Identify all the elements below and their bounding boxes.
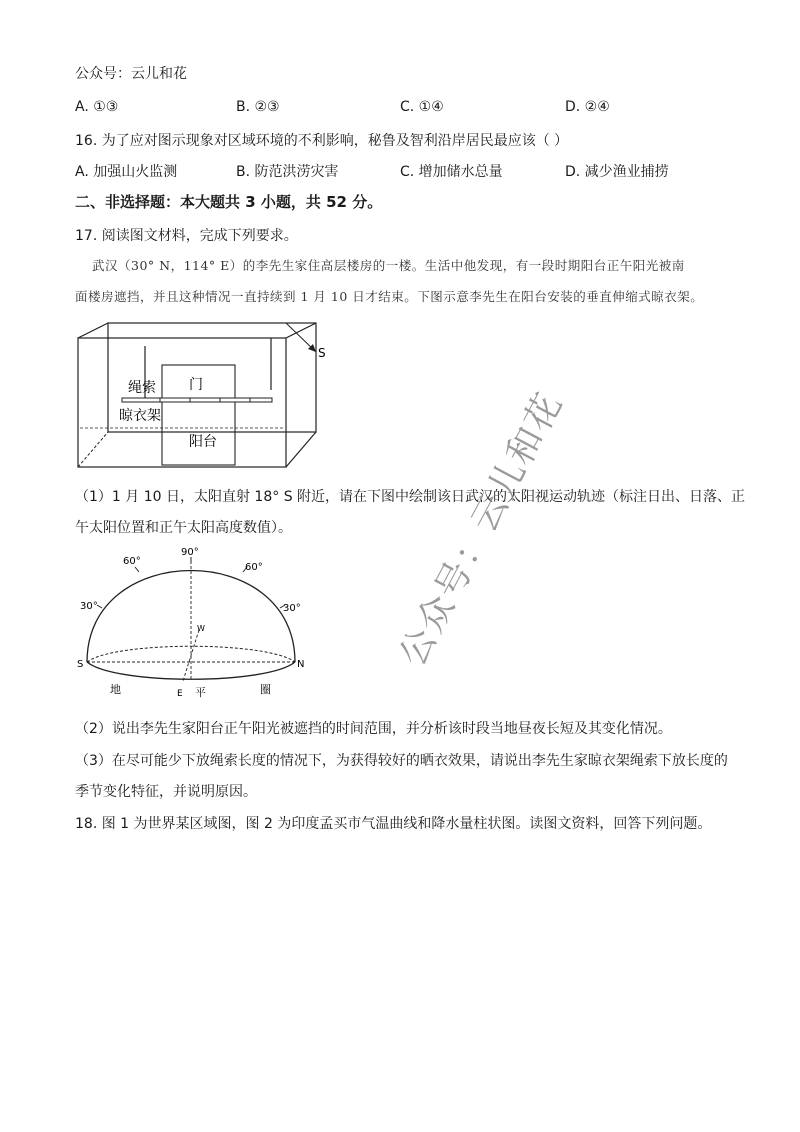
q15-option-c: C. ①④ [400,99,444,115]
q15-option-a: A. ①③ [75,99,119,115]
label-di: 地 [110,683,121,696]
section2-title: 二、非选择题：本大题共 3 小题，共 52 分。 [75,193,383,211]
label-90deg: 90° [181,547,199,558]
q17-sub3-line1: （3）在尽可能少下放绳索长度的情况下，为获得较好的晒衣效果，请说出李先生家晾衣架绳索下放长度的 [75,753,728,769]
q16-option-a: A. 加强山火监测 [75,164,178,180]
q15-option-b: B. ②③ [236,99,280,115]
label-ping: 平 [195,686,206,699]
q16-option-d: D. 减少渔业捕捞 [565,164,669,180]
watermark-text: 公众号：云儿和花 [392,385,571,674]
label-60deg-left: 60° [123,556,141,567]
label-60deg-right: 60° [245,562,263,573]
label-quan: 圈 [260,683,271,696]
diagram1-s-label: S [318,346,326,360]
clothes-rack-diagram [70,318,340,470]
q17-sub1-line1: （1）1 月 10 日，太阳直射 18° S 附近，请在下图中绘制该日武汉的太阳视运动轨迹（标注日出、日落、正 [75,489,746,505]
q15-option-d: D. ②④ [565,99,610,115]
label-30deg-left: 30° [80,601,98,612]
sun-path-hemisphere [75,545,315,705]
q16-option-c: C. 增加储水总量 [400,164,503,180]
q17-material-line2: 面楼房遮挡，并且这种情况一直持续到 1 月 10 日才结束。下图示意李先生在阳台安装的垂直伸缩式晾衣架。 [75,289,704,304]
q18-stem: 18. 图 1 为世界某区域图，图 2 为印度孟买市气温曲线和降水量柱状图。读图文资料，回答下列问题。 [75,816,712,832]
label-w: W [197,624,205,633]
label-n: N [297,659,305,670]
label-s: S [77,659,84,670]
q17-sub2: （2）说出李先生家阳台正午阳光被遮挡的时间范围，并分析该时段当地昼夜长短及其变化情况。 [75,721,672,737]
balcony-label: 阳台 [189,434,217,450]
q17-sub3-line2: 季节变化特征，并说明原因。 [75,784,257,800]
label-e: E [177,689,183,699]
door-label: 门 [189,377,203,393]
q16-option-b: B. 防范洪涝灾害 [236,164,339,180]
q16-stem: 16. 为了应对图示现象对区域环境的不利影响，秘鲁及智利沿岸居民最应该（ ） [75,133,569,149]
label-30deg-right: 30° [283,603,301,614]
rack-label: 晾衣架 [119,408,161,424]
rope-label: 绳索 [128,380,156,396]
q17-sub1-line2: 午太阳位置和正午太阳高度数值）。 [75,520,292,536]
q17-stem: 17. 阅读图文材料，完成下列要求。 [75,228,298,244]
q17-material-line1: 武汉（30° N，114° E）的李先生家住高层楼房的一楼。生活中他发现，有一段时期阳台正午阳光被南 [92,258,685,273]
account-label: 公众号：云儿和花 [75,66,187,82]
